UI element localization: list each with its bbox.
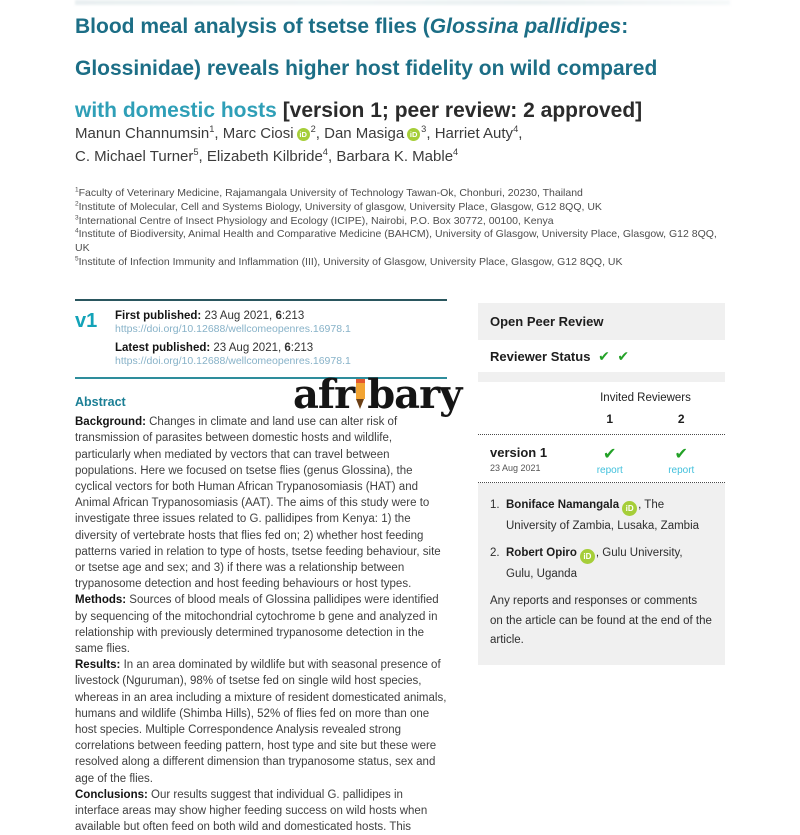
author: C. Michael Turner$^5$, bbox=[75, 147, 207, 165]
orcid-icon[interactable]: iD bbox=[580, 549, 595, 564]
orcid-icon[interactable]: iD bbox=[297, 128, 310, 141]
report-link-1[interactable]: report bbox=[596, 464, 623, 476]
version-badge: v1 bbox=[75, 310, 98, 332]
pencil-icon bbox=[356, 379, 365, 410]
author-list bbox=[75, 122, 735, 168]
reviewer-status-label: Reviewer Status bbox=[490, 349, 591, 364]
reviewer-col-2: 2 bbox=[677, 412, 685, 426]
affiliation: $^2$Institute of Molecular, Cell and Systems Biology, University of glasgow, University Place, Glasgow, G12 8QQ, UK bbox=[75, 200, 602, 213]
publication-info-box bbox=[75, 299, 447, 379]
afribary-watermark bbox=[293, 371, 461, 418]
reviewer-list bbox=[478, 483, 725, 665]
check-icon: ✔ bbox=[598, 348, 610, 364]
check-icon: ✔ bbox=[603, 445, 617, 463]
invited-reviewers-label: Invited Reviewers bbox=[600, 392, 691, 404]
orcid-icon[interactable]: iD bbox=[622, 501, 637, 516]
abstract-results: Results: In an area dominated by wildlife but with seasonal presence of livestock (Nguruman), 98% of tsetse fed on single wild host species, whereas in an area including a mixture of resident domesticated animals, humans and wildlife (Shimba Hills), 52% of flies fed on more than one host species. Multiple Correspondence Analysis revealed strong correlations between feeding pattern, host type and site but these were resolved along a different dimension than trypanosome status, sex and age of the flies. bbox=[75, 659, 447, 785]
reviewer-1-result bbox=[574, 436, 646, 482]
author-line-2 bbox=[75, 145, 735, 168]
first-published-row: First published: 23 Aug 2021, 6:213 bbox=[115, 310, 305, 322]
abstract-methods: Methods: Sources of blood meals of Glossina pallidipes were identified by sequencing of the mitochondrial cytochrome b gene and analyzed in relationship with previously determined trypanosome detection in the same flies. bbox=[75, 594, 439, 656]
affiliation-list bbox=[75, 187, 730, 270]
title-line-2: Glossinidae) reveals higher host fidelity on wild compared bbox=[75, 57, 658, 80]
reviewer-item: 2. Robert Opiro iD , Gulu University, Gulu, Uganda bbox=[490, 546, 683, 580]
reviewer-name: Robert Opiro bbox=[506, 546, 577, 559]
reviewer-affiliation: , Gulu University, Gulu, Uganda bbox=[506, 546, 683, 580]
abstract-conclusions: Conclusions: Our results suggest that individual G. pallidipes in interface areas may show higher feeding success on wild hosts when available but often feed on both wild and domesticated hosts. This bbox=[75, 788, 428, 834]
affiliation: $^5$Institute of Infection Immunity and Inflammation (III), University of Glasgow, University Place, Glasgow, G12 8QQ, UK bbox=[75, 255, 623, 268]
title-version-tag: [version 1; peer review: 2 approved] bbox=[276, 99, 643, 122]
author: Manun Channumsin$^1$, bbox=[75, 124, 223, 142]
reviewer-affiliation: , The University of Zambia, Lusaka, Zambia bbox=[506, 499, 700, 532]
report-link-2[interactable]: report bbox=[668, 464, 695, 476]
affiliation: $^4$Institute of Biodiversity, Animal Health and Comparative Medicine (BAHCM), University of Glasgow, University Place, Glasgow, G12 8QQ, UK bbox=[75, 227, 717, 255]
watermark-text: bary bbox=[367, 371, 462, 418]
reviewer-name: Boniface Namangala bbox=[506, 499, 620, 511]
title-line-1 bbox=[75, 15, 628, 38]
reviewer-2-result bbox=[646, 436, 718, 482]
version-label: version 1 bbox=[490, 445, 548, 460]
latest-published-row: Latest published: 23 Aug 2021, 6:213 bbox=[115, 342, 314, 354]
orcid-icon[interactable]: iD bbox=[407, 128, 420, 141]
title-text: : bbox=[621, 15, 629, 38]
check-icon: ✔ bbox=[674, 445, 688, 463]
cutoff-previous-section bbox=[75, 0, 730, 5]
peer-review-footer-note: Any reports and responses or comments on the article can be found at the end of the article. bbox=[490, 595, 712, 647]
author: Elizabeth Kilbride$^4$, bbox=[206, 147, 337, 165]
reviewer-col-1: 1 bbox=[606, 412, 614, 426]
title-species-italic: Glossina pallidipes bbox=[429, 15, 622, 38]
author: Harriet Auty$^4$, bbox=[434, 124, 523, 142]
author: Dan Masiga $iD^3$, bbox=[324, 124, 435, 142]
abstract-heading: Abstract bbox=[75, 395, 126, 409]
reviewer-status-row bbox=[478, 340, 725, 372]
abstract-background: Background: Changes in climate and land use can alter risk of transmission of parasites between domestic hosts and wildlife, particularly when mediated by vectors that can travel between populations. Here we focused on tsetse flies (genus Glossina), the cyclical vectors for both Human African Trypanosomiasis (HAT) and Animal African Trypanosomiasis (AAT). The aims of this study were to investigate three issues related to G. pallidipes from Kenya: 1) the diversity of vertebrate hosts that flies fed on; 2) whether host feeding patterns varied in relation to type of hosts, tsetse feeding behaviour, site or tsetse age and sex; and 3) if there was a relationship between trypanosome detection and host feeding behaviours or host types. bbox=[75, 416, 441, 591]
version-row-header bbox=[486, 435, 574, 482]
version-date: 23 Aug 2021 bbox=[490, 463, 541, 473]
peer-review-title: Open Peer Review bbox=[478, 303, 725, 340]
first-doi-link[interactable]: https://doi.org/10.12688/wellcomeopenres.16978.1 bbox=[115, 323, 351, 335]
title-text: Blood meal analysis of tsetse flies ( bbox=[75, 15, 430, 38]
check-icon: ✔ bbox=[617, 348, 630, 364]
divider bbox=[478, 372, 725, 382]
author-line-1 bbox=[75, 122, 735, 145]
author: Marc Ciosi $iD^2$, bbox=[222, 124, 325, 142]
reviewer-item: 1. Boniface Namangala iD , The University of Zambia, Lusaka, Zambia bbox=[490, 499, 700, 532]
author: Barbara K. Mable$^4$ bbox=[336, 147, 459, 165]
abstract-section bbox=[75, 394, 449, 835]
latest-doi-link[interactable]: https://doi.org/10.12688/wellcomeopenres.16978.1 bbox=[115, 355, 351, 367]
invited-reviewers-table bbox=[478, 382, 725, 483]
affiliation: $^3$International Centre of Insect Physiology and Ecology (ICIPE), Nairobi, P.O. Box 30772, 00100, Kenya bbox=[75, 214, 554, 227]
article-title bbox=[75, 6, 737, 132]
affiliation: $^1$Faculty of Veterinary Medicine, Rajamangala University of Technology Tawan-Ok, Chonburi, 20230, Thailand bbox=[75, 186, 583, 199]
watermark-text: afr bbox=[293, 371, 355, 418]
open-peer-review-panel bbox=[478, 303, 725, 665]
title-line-3-teal: with domestic hosts bbox=[75, 99, 277, 122]
